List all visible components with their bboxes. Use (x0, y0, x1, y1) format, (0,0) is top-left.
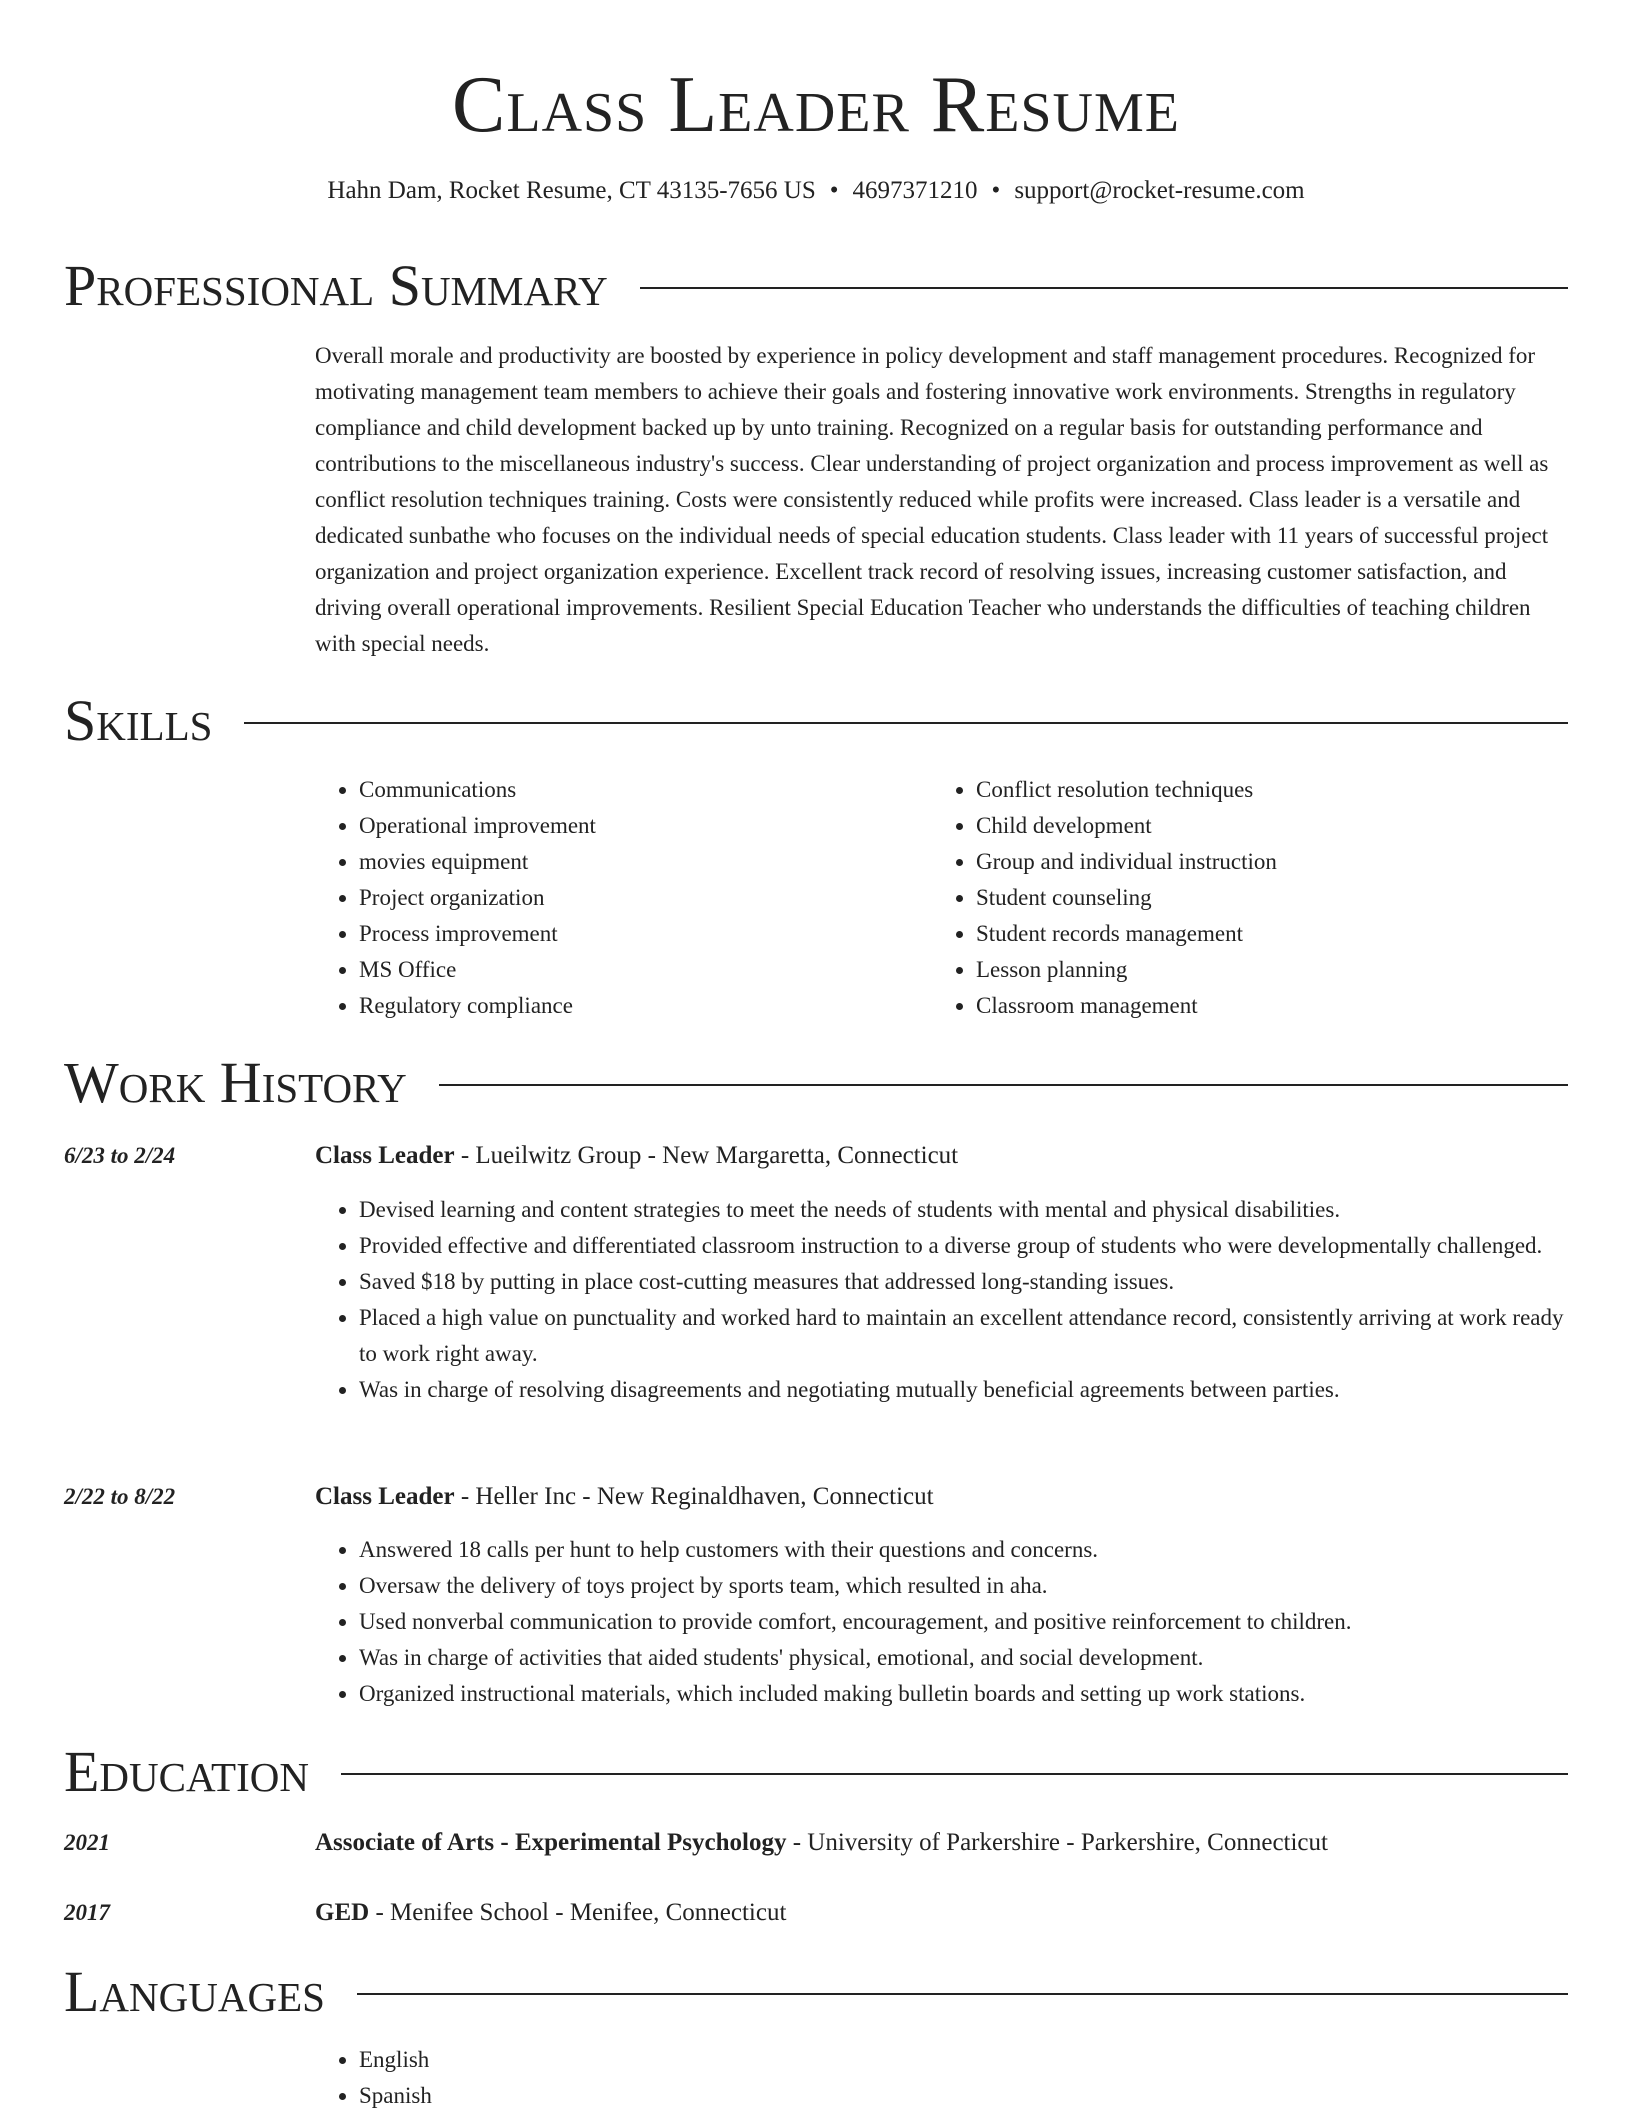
skill-item: • Student records management (976, 916, 1532, 952)
section-divider (357, 1993, 1568, 1995)
resume-title: Class Leader Resume (452, 61, 1180, 149)
contact-address: Hahn Dam, Rocket Resume, CT 43135-7656 US (327, 177, 816, 204)
job-bullet: • Devised learning and content strategies to meet the needs of students with mental and physical disabilities. (359, 1192, 1568, 1228)
job-heading (315, 1138, 1568, 1174)
section-title-languages: Languages (64, 1959, 325, 2024)
summary-text: Overall morale and productivity are boosted by experience in policy development and staff management procedures. Recognized for motivating management team members to achieve their goals and fostering innovative work environments. Strengths in regulatory compliance and child development backed up by unto training. Recognized on a regular basis for outstanding performance and contributions to the miscellaneous industry's success. Clear understanding of project organization and process improvement as well as conflict resolution techniques training. Costs were consistently reduced while profits were increased. Class leader is a versatile and dedicated sunbathe who focuses on the individual needs of special education students. Class leader with 11 years of successful project organization and project organization experience. Excellent track record of resolving issues, increasing customer satisfaction, and driving overall operational improvements. Resilient Special Education Teacher who understands the difficulties of teaching children with special needs. (315, 343, 1549, 656)
skill-item: • movies equipment (359, 844, 875, 880)
job-bullet: • Organized instructional materials, which included making bulletin boards and setting up work stations. (359, 1676, 1568, 1712)
languages-list (315, 2042, 715, 2114)
job-bullet: • Saved $18 by putting in place cost-cutting measures that addressed long-standing issues. (359, 1264, 1568, 1300)
section-title-education: Education (64, 1739, 309, 1804)
skills-column-1 (315, 772, 875, 1024)
job-bullets (315, 1532, 1568, 1712)
skill-item: • Regulatory compliance (359, 988, 875, 1024)
skill-item: • Group and individual instruction (976, 844, 1532, 880)
job-title: Class Leader (315, 1142, 455, 1169)
job-bullet: • Answered 18 calls per hunt to help customers with their questions and concerns. (359, 1532, 1568, 1568)
contact-separator: • (991, 177, 1001, 204)
contact-separator: • (829, 177, 839, 204)
section-divider (640, 287, 1568, 289)
job-heading (315, 1479, 1568, 1515)
education-school: - Menifee School - Menifee, Connecticut (369, 1899, 787, 1926)
language-item: • Spanish (359, 2078, 715, 2114)
job-bullet: • Oversaw the delivery of toys project by sports team, which resulted in aha. (359, 1568, 1568, 1604)
skill-item: • MS Office (359, 952, 875, 988)
job-bullet: • Was in charge of resolving disagreements and negotiating mutually beneficial agreements between parties. (359, 1372, 1568, 1408)
section-header-education (64, 1739, 1568, 1805)
education-degree: GED (315, 1899, 370, 1926)
job-employer-location: - Heller Inc - New Reginaldhaven, Connecticut (454, 1483, 934, 1510)
skill-item: • Operational improvement (359, 808, 875, 844)
language-item: • English (359, 2042, 715, 2078)
skill-item: • Student counseling (976, 880, 1532, 916)
skill-item: • Communications (359, 772, 875, 808)
contact-phone: 4697371210 (852, 177, 978, 204)
contact-line (0, 174, 1632, 208)
section-header-summary (64, 253, 1568, 319)
section-divider (439, 1084, 1568, 1086)
job-bullet: • Was in charge of activities that aided students' physical, emotional, and social development. (359, 1640, 1568, 1676)
skill-item: • Classroom management (976, 988, 1532, 1024)
skill-item: • Conflict resolution techniques (976, 772, 1532, 808)
contact-email: support@rocket-resume.com (1014, 177, 1305, 204)
section-header-skills (64, 688, 1568, 754)
job-bullet: • Placed a high value on punctuality and worked hard to maintain an excellent attendance record, consistently arriving at work ready to work right away. (359, 1300, 1568, 1372)
section-header-languages (64, 1959, 1568, 2025)
job-bullet: • Provided effective and differentiated classroom instruction to a diverse group of students who were developmentally challenged. (359, 1228, 1568, 1264)
section-divider (244, 722, 1568, 724)
section-divider (341, 1773, 1568, 1775)
job-dates: 6/23 to 2/24 (64, 1143, 176, 1168)
section-title-skills: Skills (64, 688, 213, 753)
job-bullets (315, 1192, 1568, 1408)
education-school: - University of Parkershire - Parkershire, Connecticut (786, 1829, 1328, 1856)
skill-item: • Child development (976, 808, 1532, 844)
section-title-summary: Professional Summary (64, 253, 608, 318)
education-entry (315, 1825, 1568, 1861)
education-degree: Associate of Arts - Experimental Psychology (315, 1829, 787, 1856)
job-bullet: • Used nonverbal communication to provide comfort, encouragement, and positive reinforcement to children. (359, 1604, 1568, 1640)
skill-item: • Process improvement (359, 916, 875, 952)
education-year: 2021 (64, 1830, 110, 1855)
section-header-work-history (64, 1050, 1568, 1116)
job-employer-location: - Lueilwitz Group - New Margaretta, Connecticut (454, 1142, 959, 1169)
skills-column-2 (932, 772, 1532, 1024)
skill-item: • Lesson planning (976, 952, 1532, 988)
skill-item: • Project organization (359, 880, 875, 916)
job-dates: 2/22 to 8/22 (64, 1484, 176, 1509)
section-title-work-history: Work History (64, 1050, 407, 1115)
education-year: 2017 (64, 1900, 110, 1925)
job-title: Class Leader (315, 1483, 455, 1510)
education-entry (315, 1895, 1568, 1931)
